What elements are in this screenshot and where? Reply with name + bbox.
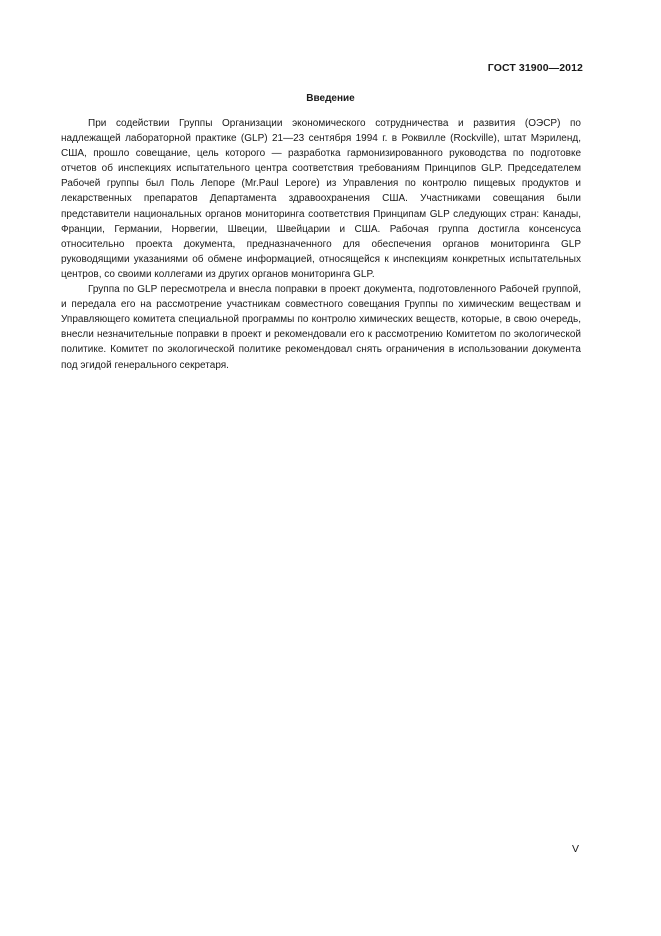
standard-code-header: ГОСТ 31900—2012 xyxy=(487,62,583,74)
paragraph-1: При содействии Группы Организации экономического сотрудничества и развития (ОЭСР) по надлежащей лабораторной практике (GLP) 21—23 сентября 1994 г. в Роквилле (Rockville), штат Мэриленд, США, прошло совещание, цель которого — разработка гармонизированного руководства по подготовке отчетов об инспекциях испытательного центра соответствия требованиям Принципов GLP. Председателем Рабочей группы был Поль Лепоре (Mr.Paul Lepore) из Управления по контролю пищевых продуктов и лекарственных препаратов Департамента здравоохранения США. Участниками совещания были представители национальных органов мониторинга соответствия Принципам GLP следующих стран: Канады, Франции, Германии, Норвегии, Швеции, Швейцарии и США. Рабочая группа достигла консенсуса относительно проекта документа, предназначенного для обеспечения органов мониторинга GLP руководящими указаниями об обмене информацией, относящейся к инспекциям конкретных испытательных центров, со своими коллегами из других органов мониторинга GLP. xyxy=(61,118,581,280)
body-text xyxy=(61,116,581,373)
paragraph-2: Группа по GLP пересмотрела и внесла поправки в проект документа, подготовленного Рабочей группой, и передала его на рассмотрение участникам совместного совещания Группы по химическим веществам и Управляющего комитета специальной программы по контролю химических веществ, которые, в свою очередь, внесли незначительные поправки в проект и рекомендовали его к рассмотрению Комитетом по экологической политике. Комитет по экологической политике рекомендовал снять ограничения в использовании документа под эгидой генерального секретаря. xyxy=(61,284,581,371)
section-title: Введение xyxy=(306,93,355,104)
page-number: V xyxy=(571,843,579,855)
